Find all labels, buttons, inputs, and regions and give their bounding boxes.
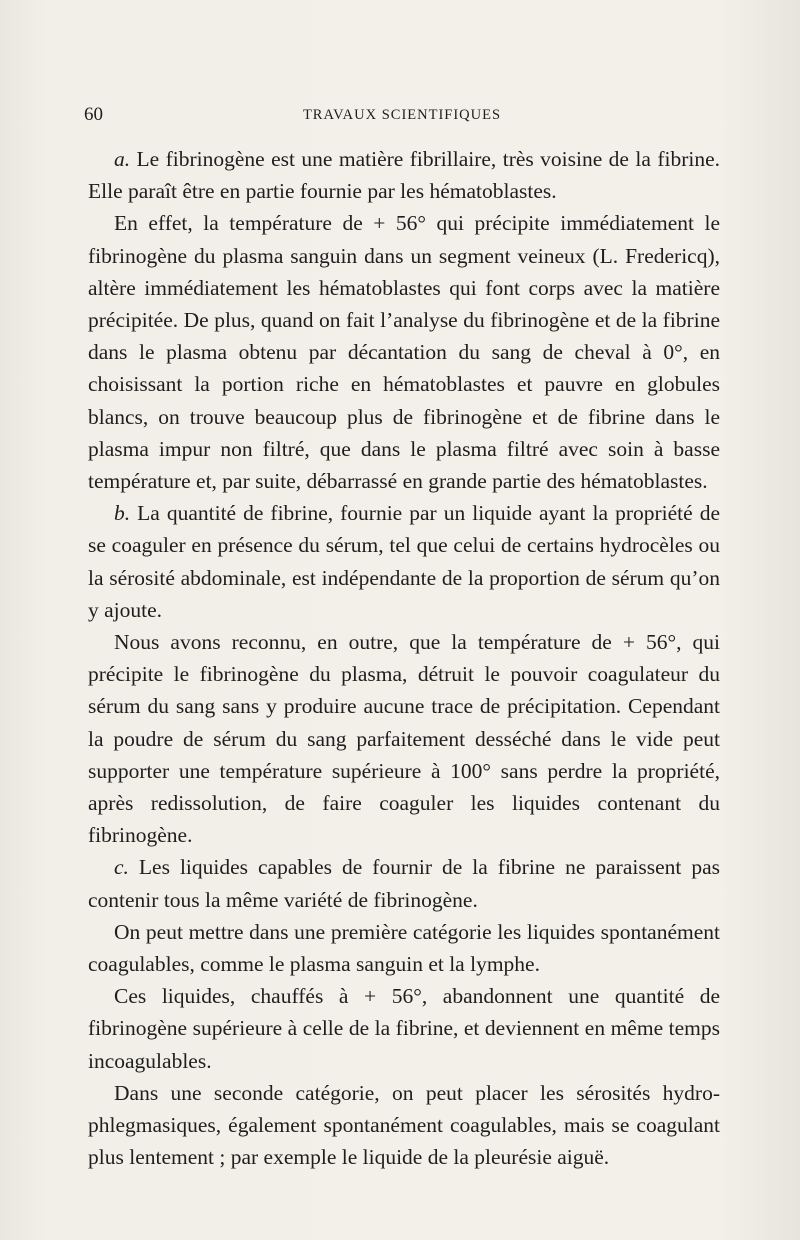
paragraph [88,980,720,1077]
paragraph-text: Ces liquides, chauffés à + 56°, abandonnent une quantité de fibrinogène supérieure à celle de la fibrine, et deviennent en même temps incoagulables. [88,984,720,1073]
paragraph-text: Dans une seconde catégorie, on peut placer les sérosités hydro-phlegmasiques, également spontanément coagulables, mais se coagulant plus lentement ; par exemple le liquide de la pleurésie aiguë. [88,1080,720,1170]
paragraph-text: On peut mettre dans une première catégorie les liquides spontanément coagulables, comme le plasma sanguin et la lymphe. [88,919,720,977]
page-number: 60 [84,104,103,125]
paragraph [88,626,720,851]
paragraph [88,1077,720,1174]
paragraph-b [88,497,720,626]
paragraph-a [88,143,720,207]
body-text [88,143,720,1174]
paragraph-c [88,851,720,915]
paragraph-marker: c. [114,855,129,880]
paragraph-marker: a. [114,147,131,171]
paragraph-text: Nous avons reconnu, en outre, que la température de + 56°, qui précipite le fibrinogène du plasma, détruit le pouvoir coagulateur du sérum du sang sans y produire aucune trace de précipitation. Cependant la poudre de sérum du sang parfaitement desséché dans le vide peut supporter une température supérieure à 100° sans perdre la propriété, après redissolution, de faire coaguler les liquides contenant du fibrinogène. [88,630,720,848]
paragraph-text: Les liquides capables de fournir de la fibrine ne paraissent pas contenir tous la même variété de fibrinogène. [88,855,720,912]
running-title: TRAVAUX SCIENTIFIQUES [302,107,502,123]
paragraph [88,916,720,980]
page-header [84,104,720,128]
paragraph-text: En effet, la température de + 56° qui précipite immédiatement le fibrinogène du plasma sanguin dans un segment veineux (L. Fredericq), altère immédiatement les hématoblastes qui font corps avec la matière précipitée. De plus, quand on fait l’analyse du fibrinogène et de la fibrine dans le plasma obtenu par décantation du sang de cheval à 0°, en choisissant la portion riche en hématoblastes et pauvre en globules blancs, on trouve beaucoup plus de fibrinogène et de fibrine dans le plasma impur non filtré, que dans le plasma filtré avec soin à basse température et, par suite, débarrassé en grande partie des hématoblastes. [88,211,720,494]
paragraph-text: La quantité de fibrine, fournie par un liquide ayant la propriété de se coaguler en présence du sérum, tel que celui de certains hydrocèles ou la sérosité abdominale, est indépendante de la proportion de sérum qu’on y ajoute. [88,501,720,622]
paragraph [88,207,720,497]
paragraph-marker: b. [114,501,131,526]
paragraph-text: Le fibrinogène est une matière fibrillaire, très voisine de la fibrine. Elle paraît être en partie fournie par les hématoblastes. [88,147,720,204]
